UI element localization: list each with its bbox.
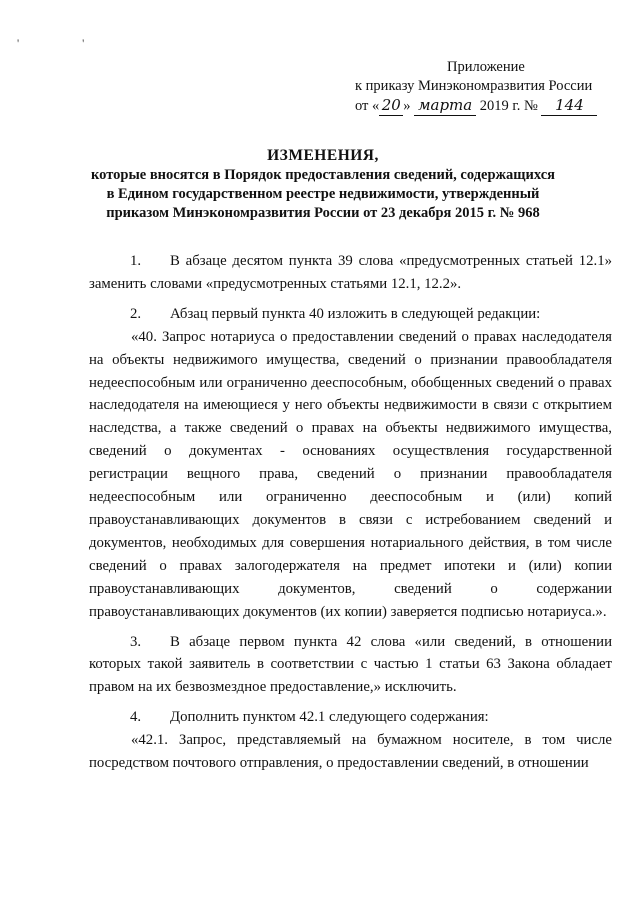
item-text: В абзаце первом пункта 42 слова «или сведений, в отношении которых такой заявитель в соответствии с частью 1 статьи 63 Закона обладает правом на их безвозмездное предоставление,» исключить. [89, 633, 612, 696]
item-text: Абзац первый пункта 40 изложить в следующей редакции: [170, 305, 541, 322]
item-number: 3. [130, 633, 142, 650]
paragraph-4 [89, 706, 612, 729]
scan-marks: ' ' [17, 36, 115, 50]
item-text: «40. Запрос нотариуса о предоставлении сведений о правах наследодателя на объекты недвижимого имущества, сведений о признании правообладателя недееспособным или ограниченно дееспособным, обобщенных сведений о правах наследодателя на имеющиеся у него объекты недвижимости в связи с открытием наследства, а также сведений о правах на объекты недвижимого имущества, сведений о документах - основаниях осуществления государственной регистрации вещного права, сведений о признании правообладателя недееспособным или ограниченно дееспособным и (или) копий правоустанавливающих документов в связи с истребованием сведений и документов, необходимых для совершения нотариального действия, в том числе сведений о правах залогодержателя на предмет ипотеки и (или) копии правоустанавливающих документов, сведений о содержании правоустанавливающих документов (их копии) заверяется подписью нотариуса.». [89, 328, 612, 620]
handwritten-day: 20 [379, 96, 403, 116]
paragraph-3 [89, 631, 612, 700]
item-number: 1. [130, 253, 142, 269]
paragraph-quote-40 [89, 326, 612, 624]
title-subtitle: которые вносятся в Порядок предоставления сведений, содержащихся в Едином государственном реестре недвижимости, утвержденный приказом Минэкономразвития России от 23 декабря 2015 г. № 968 [90, 167, 556, 221]
handwritten-order-number: 144 [541, 96, 597, 116]
appendix-order-ref: к приказу Минэкономразвития России [355, 78, 593, 94]
item-text: Дополнить пунктом 42.1 следующего содержания: [170, 709, 489, 726]
date-prefix: от « [355, 98, 380, 114]
document-title [88, 146, 558, 223]
date-year: 2019 г. № [479, 98, 538, 114]
appendix-block [355, 58, 597, 116]
title-heading: ИЗМЕНЕНИЯ, [267, 147, 379, 164]
paragraph-quote-42-1 [89, 729, 612, 775]
document-body [89, 250, 612, 775]
item-text: В абзаце десятом пункта 39 слова «предусмотренных статьей 12.1» заменить словами «предусмотренных статьями 12.1, 12.2». [89, 253, 612, 292]
appendix-date-line [355, 96, 597, 116]
appendix-label: Приложение [447, 59, 525, 75]
item-text: «42.1. Запрос, представляемый на бумажном носителе, в том числе посредством почтового отправления, о предоставлении сведений, в отношении [89, 732, 612, 772]
handwritten-month: марта [414, 96, 476, 116]
paragraph-2 [89, 303, 612, 326]
item-number: 2. [130, 305, 142, 322]
item-number: 4. [130, 709, 142, 726]
date-mid: » [403, 98, 411, 114]
paragraph-1 [89, 250, 612, 296]
